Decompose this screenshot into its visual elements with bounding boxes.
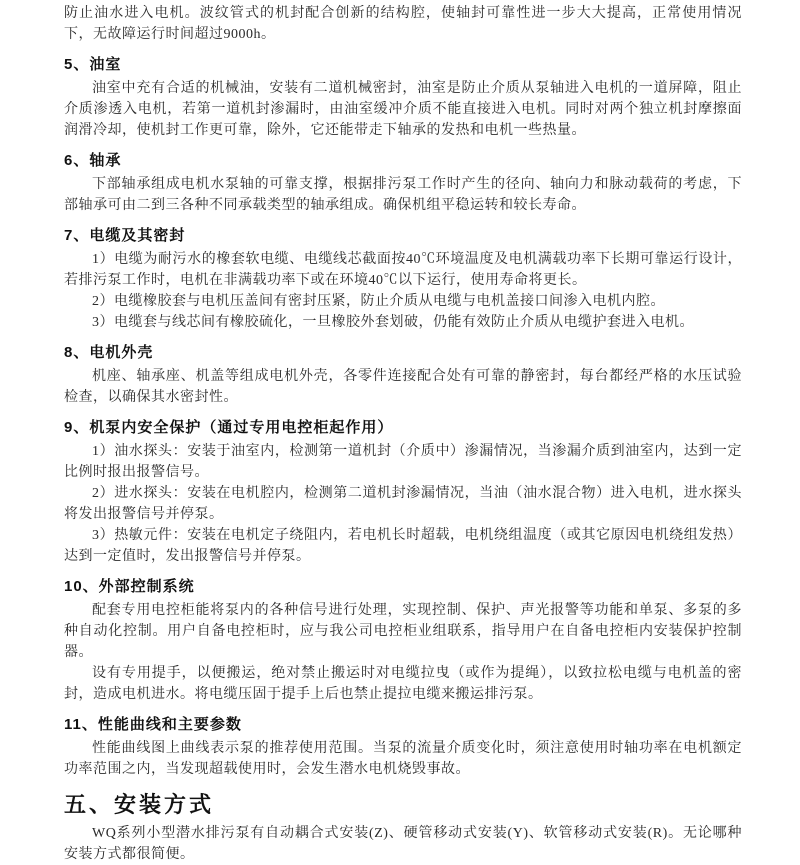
list-item: 1）油水探头：安装于油室内，检测第一道机封（介质中）渗漏情况，当渗漏介质到油室内，达到一定比例时报出报警信号。 — [64, 444, 742, 480]
list-item: 1）电缆为耐污水的橡套软电缆、电缆线芯截面按40℃环境温度及电机满载功率下长期可靠运行设计，若排污泵工作时，电机在非满载功率下或在环境40℃以下运行，使用寿命将更长。 — [64, 252, 742, 288]
chapter-title-installation: 五、安装方式 — [64, 792, 215, 817]
section-paragraph: 配套专用电控柜能将泵内的各种信号进行处理，实现控制、保护、声光报警等功能和单泵、多泵的多种自动化控制。用户自备电控柜时，应与我公司电控柜业组联系，指导用户在自备电控柜内安装保护控制器。 — [64, 603, 742, 660]
section-paragraph: 性能曲线图上曲线表示泵的推荐使用范围。当泵的流量介质变化时，须注意使用时轴功率在电机额定功率范围之内，当发现超载使用时，会发生潜水电机烧毁事故。 — [64, 741, 742, 777]
section-paragraph: 油室中充有合适的机械油，安装有二道机械密封，油室是防止介质从泵轴进入电机的一道屏障，阻止介质渗透入电机，若第一道机封渗漏时，由油室缓冲介质不能直接进入电机。同时对两个独立机封摩擦面润滑冷却，使机封工作更可靠，除外，它还能带走下轴承的发热和电机一些热量。 — [64, 81, 742, 138]
list-item: 2）进水探头：安装在电机腔内，检测第二道机封渗漏情况，当油（油水混合物）进入电机，进水探头将发出报警信号并停泵。 — [64, 486, 742, 522]
section-title-motor-housing: 8、电机外壳 — [64, 344, 154, 361]
continuation-paragraph: 防止油水进入电机。波纹管式的机封配合创新的结构腔，使轴封可靠性进一步大大提高，正常使用情况下，无故障运行时间超过9000h。 — [64, 6, 742, 42]
section-title-performance-curve: 11、性能曲线和主要参数 — [64, 716, 242, 733]
section-paragraph: 下部轴承组成电机水泵轴的可靠支撑，根据排污泵工作时产生的径向、轴向力和脉动载荷的考虑，下部轴承可由二到三各种不同承载类型的轴承组成。确保机组平稳运转和较长寿命。 — [64, 177, 742, 213]
section-title-safety-protection: 9、机泵内安全保护（通过专用电控柜起作用） — [64, 419, 394, 436]
section-title-oil-chamber: 5、油室 — [64, 56, 122, 73]
section-paragraph: 机座、轴承座、机盖等组成电机外壳，各零件连接配合处有可靠的静密封，每台都经严格的水压试验检查，以确保其水密封性。 — [64, 369, 742, 405]
chapter-paragraph: WQ系列小型潜水排污泵有自动耦合式安装(Z)、硬管移动式安装(Y)、软管移动式安装(R)。无论哪种安装方式都很简便。 — [64, 826, 742, 862]
section-title-cable-sealing: 7、电缆及其密封 — [64, 227, 186, 244]
section-title-bearings: 6、轴承 — [64, 152, 122, 169]
section-title-external-control: 10、外部控制系统 — [64, 578, 195, 595]
list-item: 3）电缆套与线芯间有橡胶硫化，一旦橡胶外套划破，仍能有效防止介质从电缆护套进入电机。 — [92, 315, 694, 330]
list-item: 3）热敏元件：安装在电机定子绕阻内，若电机长时超载，电机绕组温度（或其它原因电机绕组发热）达到一定值时，发出报警信号并停泵。 — [64, 528, 742, 564]
section-paragraph: 设有专用提手，以便搬运，绝对禁止搬运时对电缆拉曳（或作为提绳），以致拉松电缆与电机盖的密封，造成电机进水。将电缆压固于提手上后也禁止提拉电缆来搬运排污泵。 — [64, 666, 742, 702]
list-item: 2）电缆橡胶套与电机压盖间有密封压紧，防止介质从电缆与电机盖接口间渗入电机内腔。 — [92, 294, 665, 309]
